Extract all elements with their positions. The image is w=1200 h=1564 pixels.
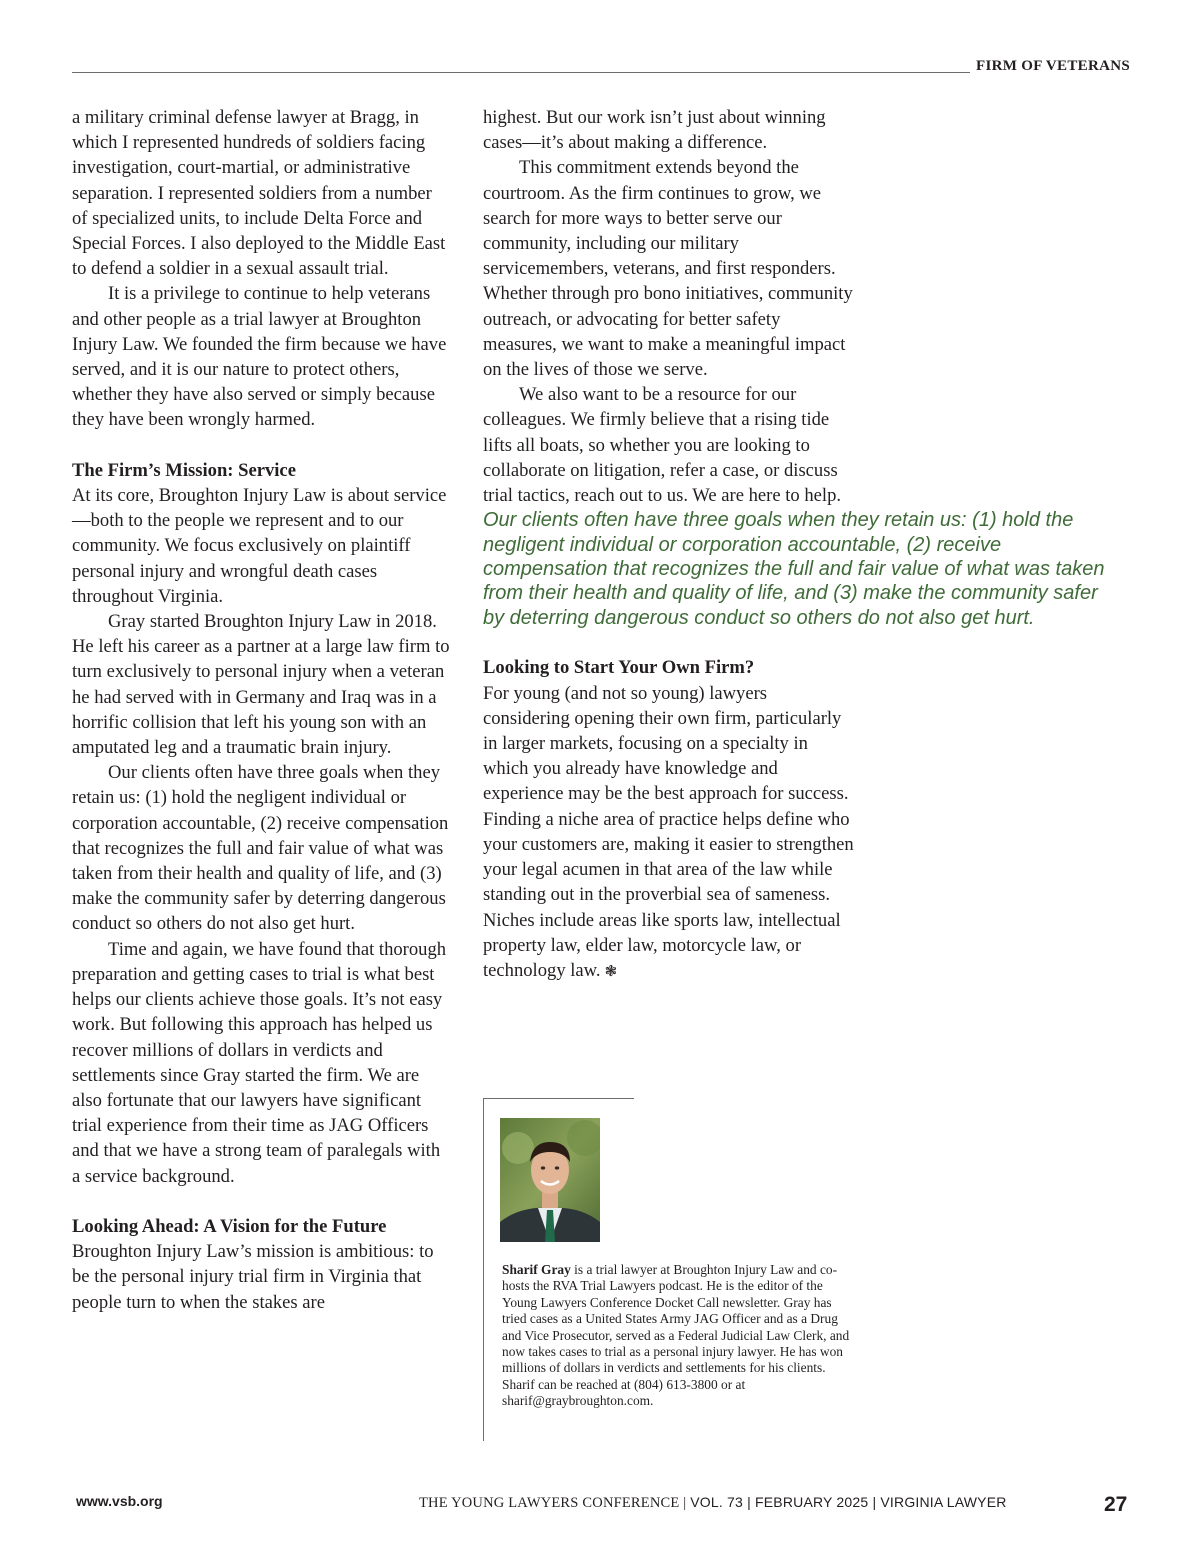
- heading-vision-future: Looking Ahead: A Vision for the Future: [72, 1215, 387, 1237]
- heading-start-own-firm: Looking to Start Your Own Firm?: [483, 657, 755, 679]
- right-paragraph-3: We also want to be a resource for our colleagues. We firmly believe that a rising tide lifts all boats, so whether you are looking to collaborate on litigation, refer a case, or discuss trial tactics, reach out to us. We are here to help.: [483, 384, 842, 507]
- heading-firm-mission: The Firm’s Mission: Service: [72, 459, 296, 481]
- pull-quote: Our clients often have three goals when they retain us: (1) hold the negligent individual or corporation accountable, (2) receive compensation that recognizes the full and fair value of what was taken from their health and quality of life, and (3) make the community safer by deterring dangerous conduct so others do not also get hurt.: [483, 509, 1105, 629]
- left-paragraph-6: Time and again, we have found that thorough preparation and getting cases to trial is what best helps our clients achieve those goals. It’s not easy work. But following this approach has helped us recover millions of dollars in verdicts and settlements since Gray started the firm. We are also fortunate that our lawyers have significant trial experience from their time as JAG Officers and that we have a strong team of paralegals with a service background.: [72, 938, 447, 1187]
- author-photo: [500, 1118, 600, 1242]
- footer-issue: VOL. 73 | FEBRUARY 2025 | VIRGINIA LAWYER: [690, 1494, 1007, 1510]
- right-paragraph-4-text: For young (and not so young) lawyers considering opening their own firm, particularly in larger markets, focusing on a specialty in which you already have knowledge and experience may be the best approach for success. Finding a niche area of practice helps define who your customers are, making it easier to strengthen your legal acumen in that area of the law while standing out in the proverbial sea of sameness. Niches include areas like sports law, intellectual property law, elder law, motorcycle law, or technology law.: [483, 682, 854, 981]
- header-rule: [72, 72, 970, 73]
- right-column: [483, 105, 1105, 985]
- right-paragraph-4: [483, 681, 855, 985]
- bio-box-rule-break: [634, 1094, 864, 1102]
- left-paragraph-3: At its core, Broughton Injury Law is about service—both to the people we represent and to our community. We focus exclusively on plaintiff personal injury and wrongful death cases throughout Virginia.: [72, 485, 447, 607]
- author-portrait-icon: [500, 1118, 600, 1242]
- left-column: [72, 105, 450, 1315]
- left-paragraph-7: Broughton Injury Law’s mission is ambitious: to be the personal injury trial firm in Virginia that people turn to when the stakes are: [72, 1241, 434, 1313]
- footer-publication: [419, 1494, 1007, 1512]
- author-bio: [502, 1262, 854, 1410]
- left-paragraph-1: a military criminal defense lawyer at Bragg, in which I represented hundreds of soldiers facing investigation, court-martial, or administrative separation. I represented soldiers from a number of specialized units, to include Delta Force and Special Forces. I also deployed to the Middle East to defend a soldier in a sexual assault trial.: [72, 107, 446, 280]
- right-paragraph-2: This commitment extends beyond the courtroom. As the firm continues to grow, we search for more ways to better serve our community, including our military servicemembers, veterans, and first responders. Whether through pro bono initiatives, community outreach, or advocating for better safety measures, we want to make a meaningful impact on the lives of those we serve.: [483, 157, 853, 381]
- footer-publication-name: THE YOUNG LAWYERS CONFERENCE |: [419, 1495, 691, 1511]
- left-paragraph-5: Our clients often have three goals when they retain us: (1) hold the negligent individual or corporation accountable, (2) receive compensation that recognizes the full and fair value of what was taken from their health and quality of life, and (3) make the community safer by deterring dangerous conduct so others do not also get hurt.: [72, 762, 449, 935]
- end-of-article-icon: ❃: [604, 963, 618, 980]
- section-label: FIRM OF VETERANS: [976, 58, 1130, 74]
- right-paragraph-1: highest. But our work isn’t just about winning cases—it’s about making a difference.: [483, 107, 826, 154]
- footer-url: www.vsb.org: [76, 1493, 163, 1509]
- left-paragraph-4: Gray started Broughton Injury Law in 2018. He left his career as a partner at a large law firm to turn exclusively to personal injury when a veteran he had served with in Germany and Iraq was in a horrific collision that left his young son with an amputated leg and a traumatic brain injury.: [72, 611, 450, 759]
- left-paragraph-2: It is a privilege to continue to help veterans and other people as a trial lawyer at Broughton Injury Law. We founded the firm because we have served, and it is our nature to protect others, whether they have also served or simply because they have been wrongly harmed.: [72, 283, 447, 431]
- page-number: 27: [1104, 1493, 1128, 1516]
- author-bio-text: is a trial lawyer at Broughton Injury Law and co-hosts the RVA Trial Lawyers podcast. He is the editor of the Young Lawyers Conference Docket Call newsletter. Gray has tried cases as a United States Army JAG Officer and as a Drug and Vice Prosecutor, served as a Federal Judicial Law Clerk, and now takes cases to trial as a personal injury lawyer. He has won millions of dollars in verdicts and settlements for his clients. Sharif can be reached at (804) 613-3800 or at sharif@graybroughton.com.: [502, 1262, 850, 1409]
- author-name: Sharif Gray: [502, 1262, 571, 1277]
